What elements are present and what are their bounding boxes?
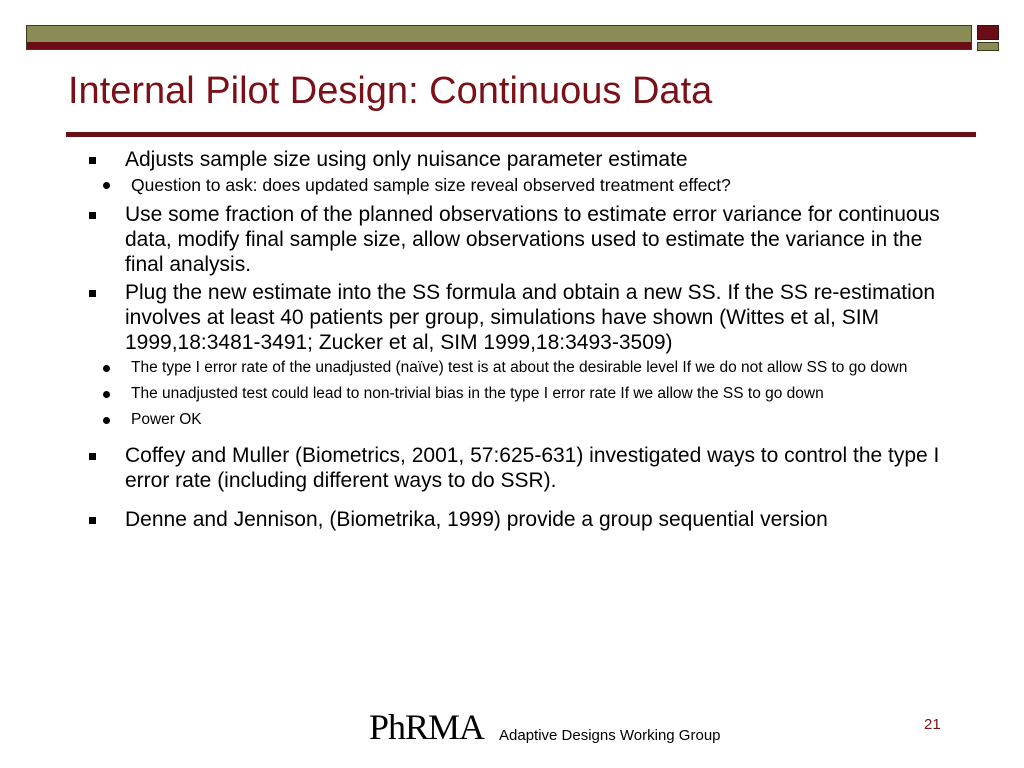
header-band-strip: [27, 42, 971, 49]
square-bullet-icon: [89, 212, 96, 219]
square-bullet-icon: [89, 290, 96, 297]
sub-bullet-text: The type I error rate of the unadjusted (naïve) test is at about the desirable level If we do not allow SS to go down: [131, 359, 908, 376]
corner-block-bottom: [977, 42, 999, 51]
slide-title: Internal Pilot Design: Continuous Data: [68, 70, 713, 112]
footer-group-name: Adaptive Designs Working Group: [499, 727, 721, 744]
bullet-item: [85, 507, 965, 532]
square-bullet-icon: [89, 157, 96, 164]
square-bullet-icon: [89, 517, 96, 524]
sub-bullet-item: [85, 175, 965, 196]
bullet-text: Denne and Jennison, (Biometrika, 1999) provide a group sequential version: [125, 508, 828, 531]
bullet-list: [85, 147, 965, 532]
bullet-item: [85, 147, 965, 172]
round-bullet-icon: [103, 391, 110, 398]
round-bullet-icon: [103, 365, 110, 372]
bullet-text: Adjusts sample size using only nuisance parameter estimate: [125, 148, 688, 171]
bullet-item: [85, 280, 965, 355]
phrma-logo: PhRMA: [369, 707, 485, 747]
slide-body: [85, 147, 965, 535]
sub-bullet-item: [85, 411, 965, 429]
page-number: 21: [924, 716, 941, 733]
sub-bullet-text: Power OK: [131, 411, 202, 428]
bullet-text: Use some fraction of the planned observations to estimate error variance for continuous data, modify final sample size, allow observations used to estimate the variance in the final analysis.: [125, 203, 940, 276]
sub-bullet-item: [85, 359, 965, 377]
bullet-text: Coffey and Muller (Biometrics, 2001, 57:625-631) investigated ways to control the type I error rate (including different ways to do SSR).: [125, 444, 940, 492]
bullet-text: Plug the new estimate into the SS formula and obtain a new SS. If the SS re-estimation involves at least 40 patients per group, simulations have shown (Wittes et al, SIM 1999,18:3481-3491; Zucker et al, SIM 1999,18:3493-3509): [125, 281, 936, 354]
round-bullet-icon: [103, 182, 110, 189]
sub-bullet-text: Question to ask: does updated sample size reveal observed treatment effect?: [131, 175, 731, 195]
corner-block-top: [977, 25, 999, 40]
bullet-item: [85, 202, 965, 277]
square-bullet-icon: [89, 453, 96, 460]
round-bullet-icon: [103, 417, 110, 424]
bullet-item: [85, 443, 965, 493]
header-band: [26, 25, 972, 50]
sub-bullet-item: [85, 385, 965, 403]
title-rule: [66, 132, 976, 137]
sub-bullet-text: The unadjusted test could lead to non-trivial bias in the type I error rate If we allow the SS to go down: [131, 385, 824, 402]
